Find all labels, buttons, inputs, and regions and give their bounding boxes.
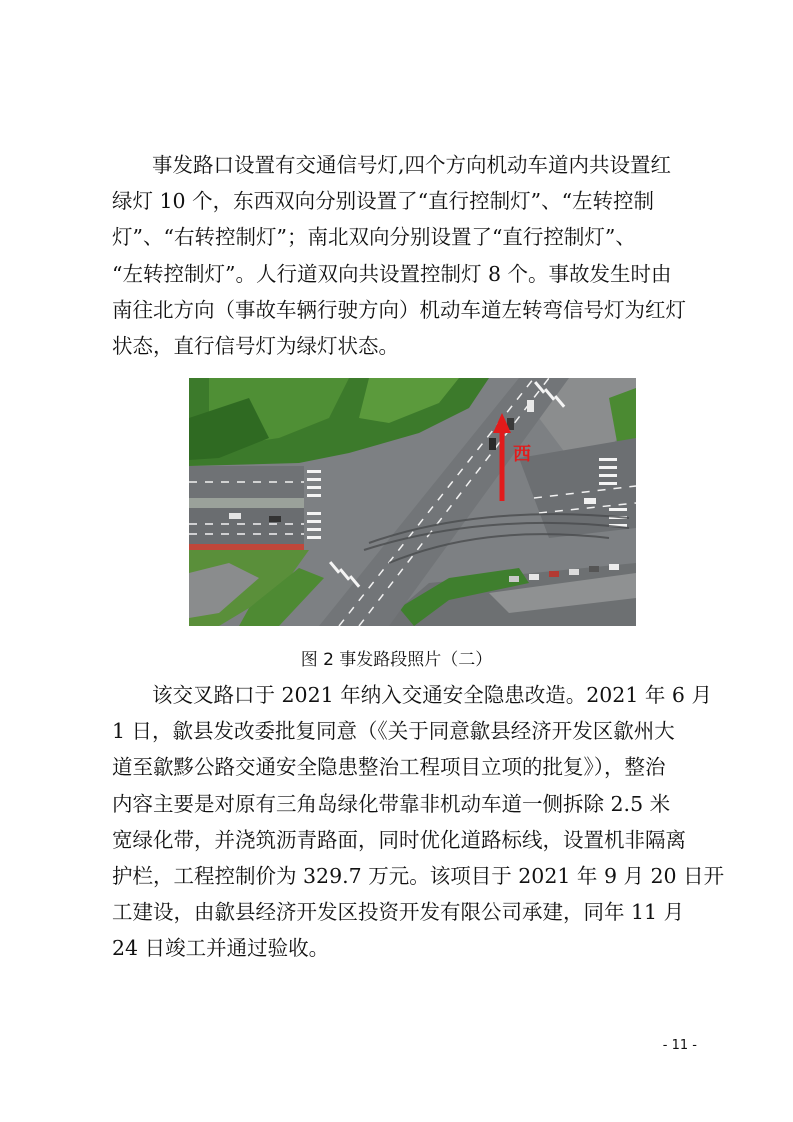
aerial-intersection-photo <box>189 378 636 626</box>
text-line: 护栏，工程控制价为 329.7 万元。该项目于 2021 年 9 月 20 日开 <box>112 864 725 889</box>
text-line: 事发路口设置有交通信号灯,四个方向机动车道内共设置红 <box>152 153 672 177</box>
text-line: 内容主要是对原有三角岛绿化带靠非机动车道一侧拆除 2.5 米 <box>112 791 671 816</box>
text-line: 宽绿化带，并浇筑沥青路面，同时优化道路标线，设置机非隔离 <box>112 827 686 852</box>
text-line: 南往北方向（事故车辆行驶方向）机动车道左转弯信号灯为红灯 <box>112 297 686 322</box>
arrow-direction-label: 西 <box>513 444 531 465</box>
text-line: 状态，直行信号灯为绿灯状态。 <box>112 334 399 359</box>
figure-caption: 图 2 事发路段照片（二） <box>300 650 493 670</box>
text-line: 24 日竣工并通过验收。 <box>112 936 330 961</box>
paragraph-renovation <box>112 677 725 967</box>
text-line: 道至歙黟公路交通安全隐患整治工程项目立项的批复》），整治 <box>112 755 666 780</box>
text-line: 灯”、“右转控制灯”；南北双向分别设置了“直行控制灯”、 <box>112 225 636 250</box>
text-line: 绿灯 10 个，东西双向分别设置了“直行控制灯”、“左转控制 <box>112 189 655 214</box>
paragraph-signal-lights <box>112 147 702 364</box>
page-number: - 11 - <box>662 1038 697 1053</box>
text-line: “左转控制灯”。人行道双向共设置控制灯 8 个。事故发生时由 <box>112 261 672 286</box>
text-line: 该交叉路口于 2021 年纳入交通安全隐患改造。2021 年 6 月 <box>152 683 712 707</box>
text-line: 1 日，歙县发改委批复同意（《关于同意歙县经济开发区歙州大 <box>112 719 675 744</box>
red-direction-arrow-icon <box>189 378 636 626</box>
text-line: 工建设，由歙县经济开发区投资开发有限公司承建，同年 11 月 <box>112 900 685 925</box>
